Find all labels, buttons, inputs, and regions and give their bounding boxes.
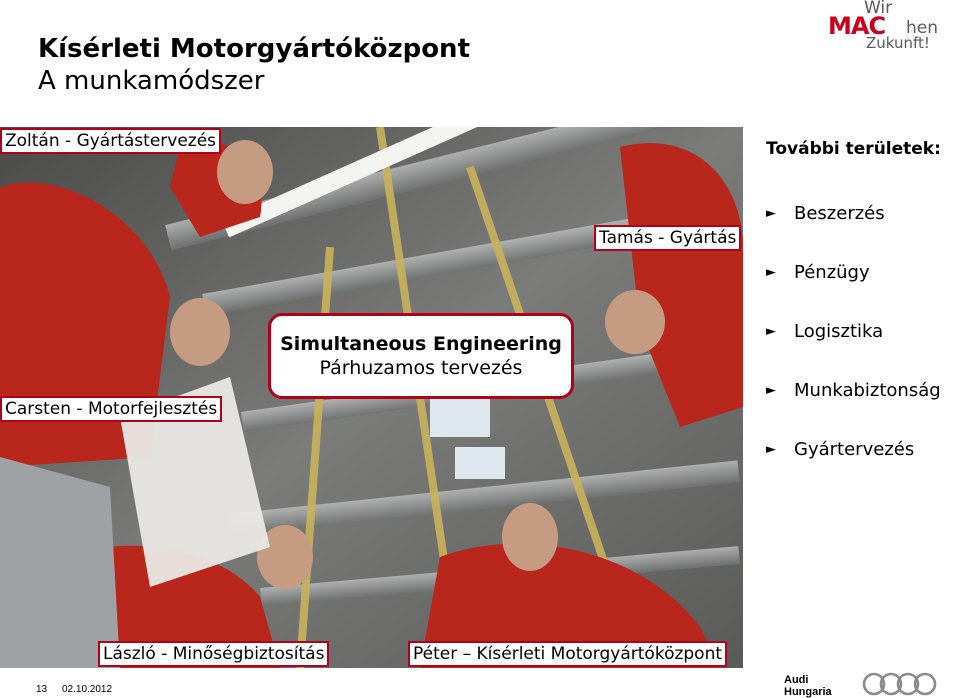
- list-item: [766, 379, 941, 438]
- bullet-arrow-icon: ►: [766, 265, 776, 280]
- slide-title: [38, 33, 638, 97]
- list-item: [766, 320, 941, 379]
- list-item: [766, 438, 941, 497]
- center-subtitle: Párhuzamos tervezés: [319, 357, 523, 379]
- mac-logo: [820, 0, 960, 56]
- footer-date: 02.10.2012: [62, 684, 113, 695]
- label-carsten: Carsten - Motorfejlesztés: [0, 396, 222, 422]
- slide-title-line2: A munkamódszer: [38, 66, 265, 96]
- audi-rings-icon: [862, 671, 938, 697]
- bullet-arrow-icon: ►: [766, 383, 776, 398]
- list-item-label: Gyártervezés: [794, 439, 915, 460]
- logo-mac-text: MAC: [828, 12, 886, 40]
- audi-hungaria-wordmark: [784, 674, 832, 698]
- list-item-label: Beszerzés: [794, 203, 885, 224]
- logo-wir: Wir: [864, 0, 893, 18]
- brand-line2: Hungaria: [784, 686, 832, 698]
- simultaneous-engineering-box: [268, 313, 574, 399]
- list-item-label: Pénzügy: [794, 262, 870, 283]
- label-peter: Péter – Kísérleti Motorgyártóközpont: [408, 641, 727, 667]
- slide-title-line1: Kísérleti Motorgyártóközpont: [38, 34, 470, 64]
- list-item-label: Logisztika: [794, 321, 884, 342]
- bullet-arrow-icon: ►: [766, 324, 776, 339]
- label-zoltan: Zoltán - Gyártástervezés: [0, 128, 221, 154]
- further-areas-heading: További területek:: [766, 139, 941, 159]
- label-laszlo: László - Minőségbiztosítás: [98, 641, 329, 667]
- list-item: [766, 261, 941, 320]
- logo-hen: hen: [906, 18, 939, 38]
- further-areas-list: [766, 202, 941, 497]
- list-item: [766, 202, 941, 261]
- logo-zukunft: Zukunft!: [866, 34, 930, 52]
- label-tamas: Tamás - Gyártás: [594, 225, 741, 251]
- bullet-arrow-icon: ►: [766, 206, 776, 221]
- bullet-arrow-icon: ►: [766, 442, 776, 457]
- page-number: 13: [36, 684, 48, 695]
- center-title: Simultaneous Engineering: [280, 333, 562, 355]
- list-item-label: Munkabiztonság: [794, 380, 941, 401]
- brand-line1: Audi: [784, 674, 809, 686]
